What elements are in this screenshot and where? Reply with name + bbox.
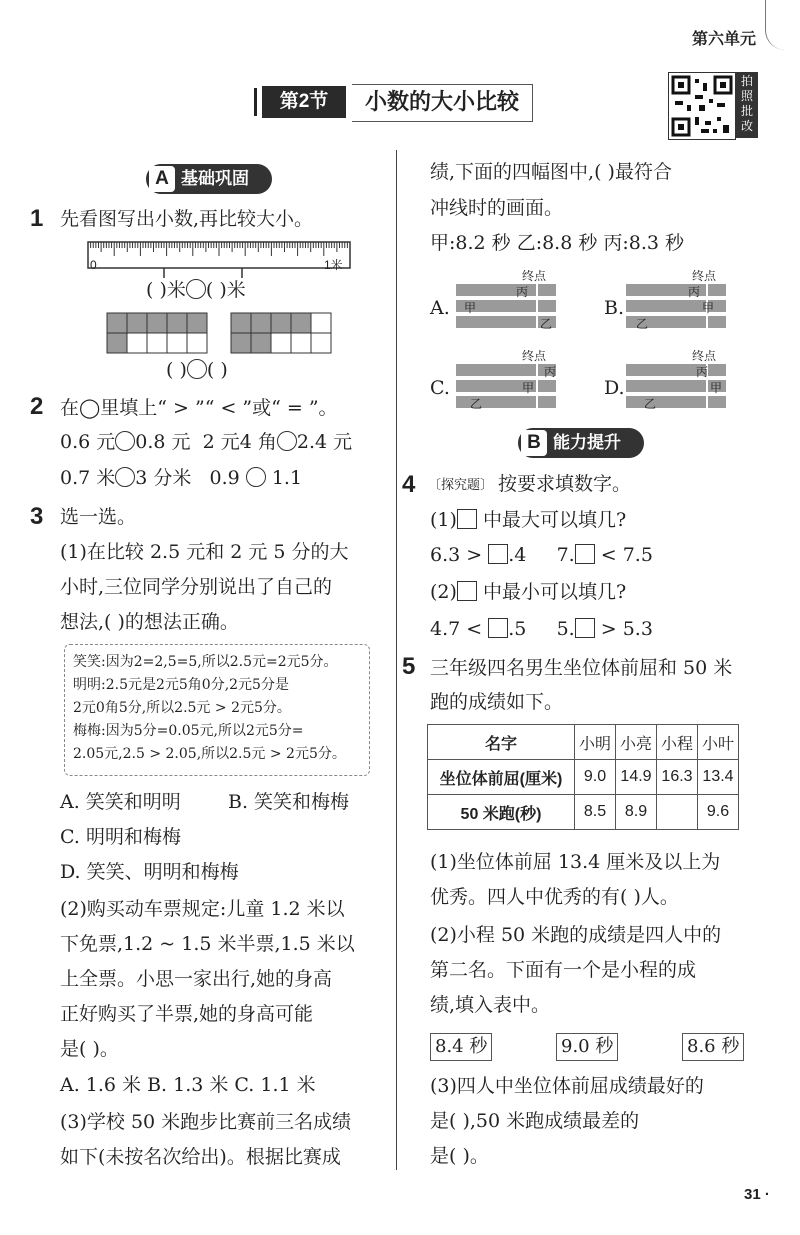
runner-label: 乙	[644, 397, 657, 411]
finish-line	[536, 362, 538, 410]
q2-row2c: 0.9	[209, 467, 240, 489]
section-title-decoration	[254, 88, 261, 116]
time-option[interactable]: 9.0 秒	[556, 1033, 618, 1061]
q4-p2-b1: 5.	[556, 618, 575, 640]
q5-p1-line1: (1)坐位体前屈 13.4 厘米及以上为	[430, 851, 721, 873]
grid-cell	[251, 333, 271, 353]
table-answer-cell[interactable]	[657, 795, 698, 830]
q5-line1: 三年级四名男生坐位体前屈和 50 米	[430, 657, 733, 679]
grid-cell	[311, 313, 331, 333]
answer-box[interactable]	[457, 509, 477, 529]
grid-cell	[127, 333, 147, 353]
q3-p2-line: 正好购买了半票,她的身高可能	[60, 1003, 314, 1025]
q4-tag: 〔探究题〕	[428, 478, 494, 493]
runner-label: 乙	[540, 317, 553, 331]
q4-p2-label: (2)	[430, 581, 457, 603]
race-picture[interactable]	[626, 348, 726, 410]
grid-cell	[231, 313, 251, 333]
q4-p2	[430, 580, 626, 604]
race-picture[interactable]	[456, 268, 556, 330]
q3-number: 3	[30, 503, 44, 530]
q3-p2-line: (2)购买动车票规定:儿童 1.2 米以	[60, 898, 345, 920]
section-tag: 第2节	[262, 86, 346, 118]
runner-label: 甲	[464, 301, 477, 315]
table-header-row	[428, 725, 739, 760]
table-cell: 8.9	[616, 795, 657, 830]
q5-p1-line2: 优秀。四人中优秀的有( )人。	[430, 886, 679, 908]
table-cell: 50 米跑(秒)	[428, 795, 575, 830]
ruler-end-label: 1米	[324, 258, 343, 272]
grid-cell	[167, 333, 187, 353]
q3-text: 选一选。	[60, 506, 137, 528]
page-corner-decoration	[765, 0, 786, 50]
q5-p2-line3: 绩,填入表中。	[430, 994, 551, 1016]
q4-p2-text: 中最小可以填几?	[476, 581, 627, 603]
grid-cell	[147, 313, 167, 333]
race-lane	[456, 284, 556, 296]
answer-box[interactable]	[488, 544, 508, 564]
q3-p1-line1: (1)在比较 2.5 元和 2 元 5 分的大	[60, 541, 349, 563]
race-choice-d[interactable]: D.	[604, 377, 625, 399]
grid-cell	[107, 313, 127, 333]
q3-p2-line: 上全票。小思一家出行,她的身高	[60, 968, 333, 990]
table-cell: 坐位体前屈(厘米)	[428, 760, 575, 795]
table-cell: 13.4	[698, 760, 739, 795]
q3c-line1: 绩,下面的四幅图中,( )最符合	[430, 161, 672, 183]
q3-p3-line1: (3)学校 50 米跑步比赛前三名成绩	[60, 1111, 352, 1133]
q5-line2: 跑的成绩如下。	[430, 691, 564, 713]
q4-p1-text: 中最大可以填几?	[476, 509, 627, 531]
grid-cell	[147, 333, 167, 353]
part-a-letter: A	[149, 166, 175, 192]
q1-grid-compare	[166, 358, 228, 382]
ruler	[86, 240, 358, 280]
runner-label: 丙	[696, 365, 709, 379]
runner-label: 甲	[702, 301, 715, 315]
unit-title: 第六单元	[691, 31, 756, 48]
finish-label: 终点	[522, 269, 547, 283]
finish-line	[536, 282, 538, 330]
q4-p1-label: (1)	[430, 509, 457, 531]
answer-box[interactable]	[575, 544, 595, 564]
qr-code-icon[interactable]	[668, 72, 736, 140]
opinion-line: 明明:2.5元是2元5角0分,2元5分是	[73, 677, 289, 693]
race-picture[interactable]	[456, 348, 556, 410]
q3c-times: 甲:8.2 秒 乙:8.8 秒 丙:8.3 秒	[430, 232, 685, 254]
q3-option-c[interactable]: C. 明明和梅梅	[60, 826, 181, 848]
compare-circle[interactable]	[115, 467, 135, 487]
q4-p1-b1: 7.	[556, 544, 575, 566]
grid-cell	[291, 333, 311, 353]
race-lane	[456, 380, 556, 392]
grid-left	[106, 312, 210, 354]
q5-p3-line3: 是( )。	[430, 1145, 489, 1167]
q1-blank2[interactable]: ( )米	[205, 279, 246, 301]
opinion-line: 笑笑:因为2=2,5=5,所以2.5元=2元5分。	[73, 654, 338, 670]
compare-circle[interactable]	[277, 431, 297, 451]
race-lane	[626, 364, 726, 376]
table-cell: 16.3	[657, 760, 698, 795]
q3-option-a[interactable]: A. 笑笑和明明	[60, 791, 181, 813]
table-header-cell: 小明	[575, 725, 616, 760]
grid-right	[230, 312, 334, 354]
qr-label: 拍照批改	[736, 72, 758, 138]
q1-blank1[interactable]: ( )米	[146, 279, 186, 301]
race-choice-b[interactable]: B.	[604, 297, 625, 319]
grid-cell	[291, 313, 311, 333]
compare-circle[interactable]	[115, 431, 135, 451]
q4-p2-a1: 4.7 <	[430, 618, 489, 640]
opinion-line: 梅梅:因为5分=0.05元,所以2元5分=	[73, 723, 304, 739]
table-header-cell: 小程	[657, 725, 698, 760]
q4-p2-a2: .5	[508, 618, 527, 640]
opinion-line: 2.05元,2.5 > 2.05,所以2.5元 > 2元5分。	[73, 746, 346, 762]
q1-grid-blank2[interactable]: ( )	[206, 359, 228, 381]
finish-label: 终点	[692, 269, 717, 283]
q4-number: 4	[402, 471, 416, 498]
q1-grid-blank1[interactable]: ( )	[166, 359, 187, 381]
q5-p2-line2: 第二名。下面有一个是小程的成	[430, 959, 697, 981]
opinion-line: 2元0角5分,所以2.5元 > 2元5分。	[73, 700, 291, 716]
part-b-header	[518, 428, 644, 458]
table-cell: 9.6	[698, 795, 739, 830]
q4-p1-a2: .4	[508, 544, 527, 566]
answer-box[interactable]	[457, 581, 477, 601]
grid-cell	[127, 313, 147, 333]
grid-cell	[187, 333, 207, 353]
column-divider	[396, 150, 397, 1170]
runner-label: 丙	[544, 365, 557, 379]
q3-p3-line2: 如下(未按名次给出)。根据比赛成	[60, 1146, 341, 1168]
q5-number: 5	[402, 653, 416, 680]
part-a-label: 基础巩固	[181, 169, 249, 188]
runner-label: 丙	[688, 285, 701, 299]
q2-row1d: 2.4 元	[296, 431, 353, 453]
answer-box[interactable]	[488, 618, 508, 638]
table-cell: 9.0	[575, 760, 616, 795]
q2-text: 在◯里填上“ > ”“ < ”或“ = ”。	[60, 397, 338, 419]
grid-cell	[167, 313, 187, 333]
q3-p2-line: 是( )。	[60, 1038, 119, 1060]
q5-p3-line1: (3)四人中坐位体前屈成绩最好的	[430, 1075, 704, 1097]
table-header-cell: 名字	[428, 725, 575, 760]
q4-p1-a1: 6.3 >	[430, 544, 489, 566]
time-option[interactable]: 8.4 秒	[430, 1033, 492, 1061]
part-b-label: 能力提升	[553, 433, 621, 452]
section-title: 小数的大小比较	[352, 84, 533, 122]
page-number: 31 ·	[744, 1186, 770, 1203]
q1-ruler-compare	[146, 278, 246, 302]
q2-row2b: 3 分米	[135, 467, 192, 489]
q2-row1a: 0.6 元	[60, 431, 116, 453]
grid-cell	[107, 333, 127, 353]
ruler-start-label: 0	[90, 258, 97, 272]
table-cell: 8.5	[575, 795, 616, 830]
table-header-cell: 小亮	[616, 725, 657, 760]
q3-opinions-box	[64, 644, 370, 776]
q1-text: 先看图写出小数,再比较大小。	[60, 208, 314, 230]
q2-row2d: 1.1	[271, 467, 303, 489]
runner-label: 甲	[710, 381, 723, 395]
q4-p1	[430, 508, 626, 532]
q2-row1c: 2 元4 角	[202, 431, 277, 453]
q3-p2-options[interactable]: A. 1.6 米 B. 1.3 米 C. 1.1 米	[60, 1074, 316, 1096]
runner-label: 乙	[636, 317, 649, 331]
grid-cell	[187, 313, 207, 333]
score-table	[427, 724, 739, 830]
grid-cell	[251, 313, 271, 333]
race-lane	[456, 364, 556, 376]
q3c-line2: 冲线时的画面。	[430, 197, 564, 219]
q3-option-b[interactable]: B. 笑笑和梅梅	[228, 791, 350, 813]
finish-label: 终点	[522, 349, 547, 363]
q4-text: 按要求填数字。	[498, 473, 632, 495]
q4-p2-b2: > 5.3	[594, 618, 653, 640]
race-choice-a[interactable]: A.	[430, 297, 450, 319]
part-a-header	[146, 164, 272, 194]
race-lane	[626, 284, 726, 296]
q4-p1-b2: < 7.5	[594, 544, 653, 566]
grid-cell	[271, 333, 291, 353]
compare-circle[interactable]	[186, 279, 206, 299]
q3-p1-line2: 小时,三位同学分别说出了自己的	[60, 576, 333, 598]
q2-row2a: 0.7 米	[60, 467, 116, 489]
finish-label: 终点	[692, 349, 717, 363]
compare-circle[interactable]	[187, 359, 207, 379]
time-option[interactable]: 8.6 秒	[682, 1033, 744, 1061]
table-cell: 14.9	[616, 760, 657, 795]
q3-p2-line: 下免票,1.2 ~ 1.5 米半票,1.5 米以	[60, 933, 355, 955]
runner-label: 乙	[470, 397, 483, 411]
compare-circle[interactable]	[246, 467, 266, 487]
q2-row1	[60, 430, 352, 454]
grid-cell	[271, 313, 291, 333]
q4-p1-items	[430, 543, 653, 567]
table-row	[428, 795, 739, 830]
part-b-letter: B	[521, 430, 547, 456]
grid-cell	[231, 333, 251, 353]
runner-label: 丙	[516, 285, 529, 299]
q1-number: 1	[30, 205, 44, 232]
q2-row2	[60, 466, 302, 490]
race-picture[interactable]	[626, 268, 726, 330]
q5-p2-line1: (2)小程 50 米跑的成绩是四人中的	[430, 924, 722, 946]
table-row	[428, 760, 739, 795]
q3-p1-line3: 想法,( )的想法正确。	[60, 611, 239, 633]
answer-box[interactable]	[575, 618, 595, 638]
q2-number: 2	[30, 393, 44, 420]
table-header-cell: 小叶	[698, 725, 739, 760]
q2-row1b: 0.8 元	[135, 431, 191, 453]
race-choice-c[interactable]: C.	[430, 377, 450, 399]
q3-option-d[interactable]: D. 笑笑、明明和梅梅	[60, 861, 239, 883]
grid-cell	[311, 333, 331, 353]
q4-p2-items	[430, 617, 653, 641]
runner-label: 甲	[522, 381, 535, 395]
q5-p3-line2: 是( ),50 米跑成绩最差的	[430, 1110, 640, 1132]
